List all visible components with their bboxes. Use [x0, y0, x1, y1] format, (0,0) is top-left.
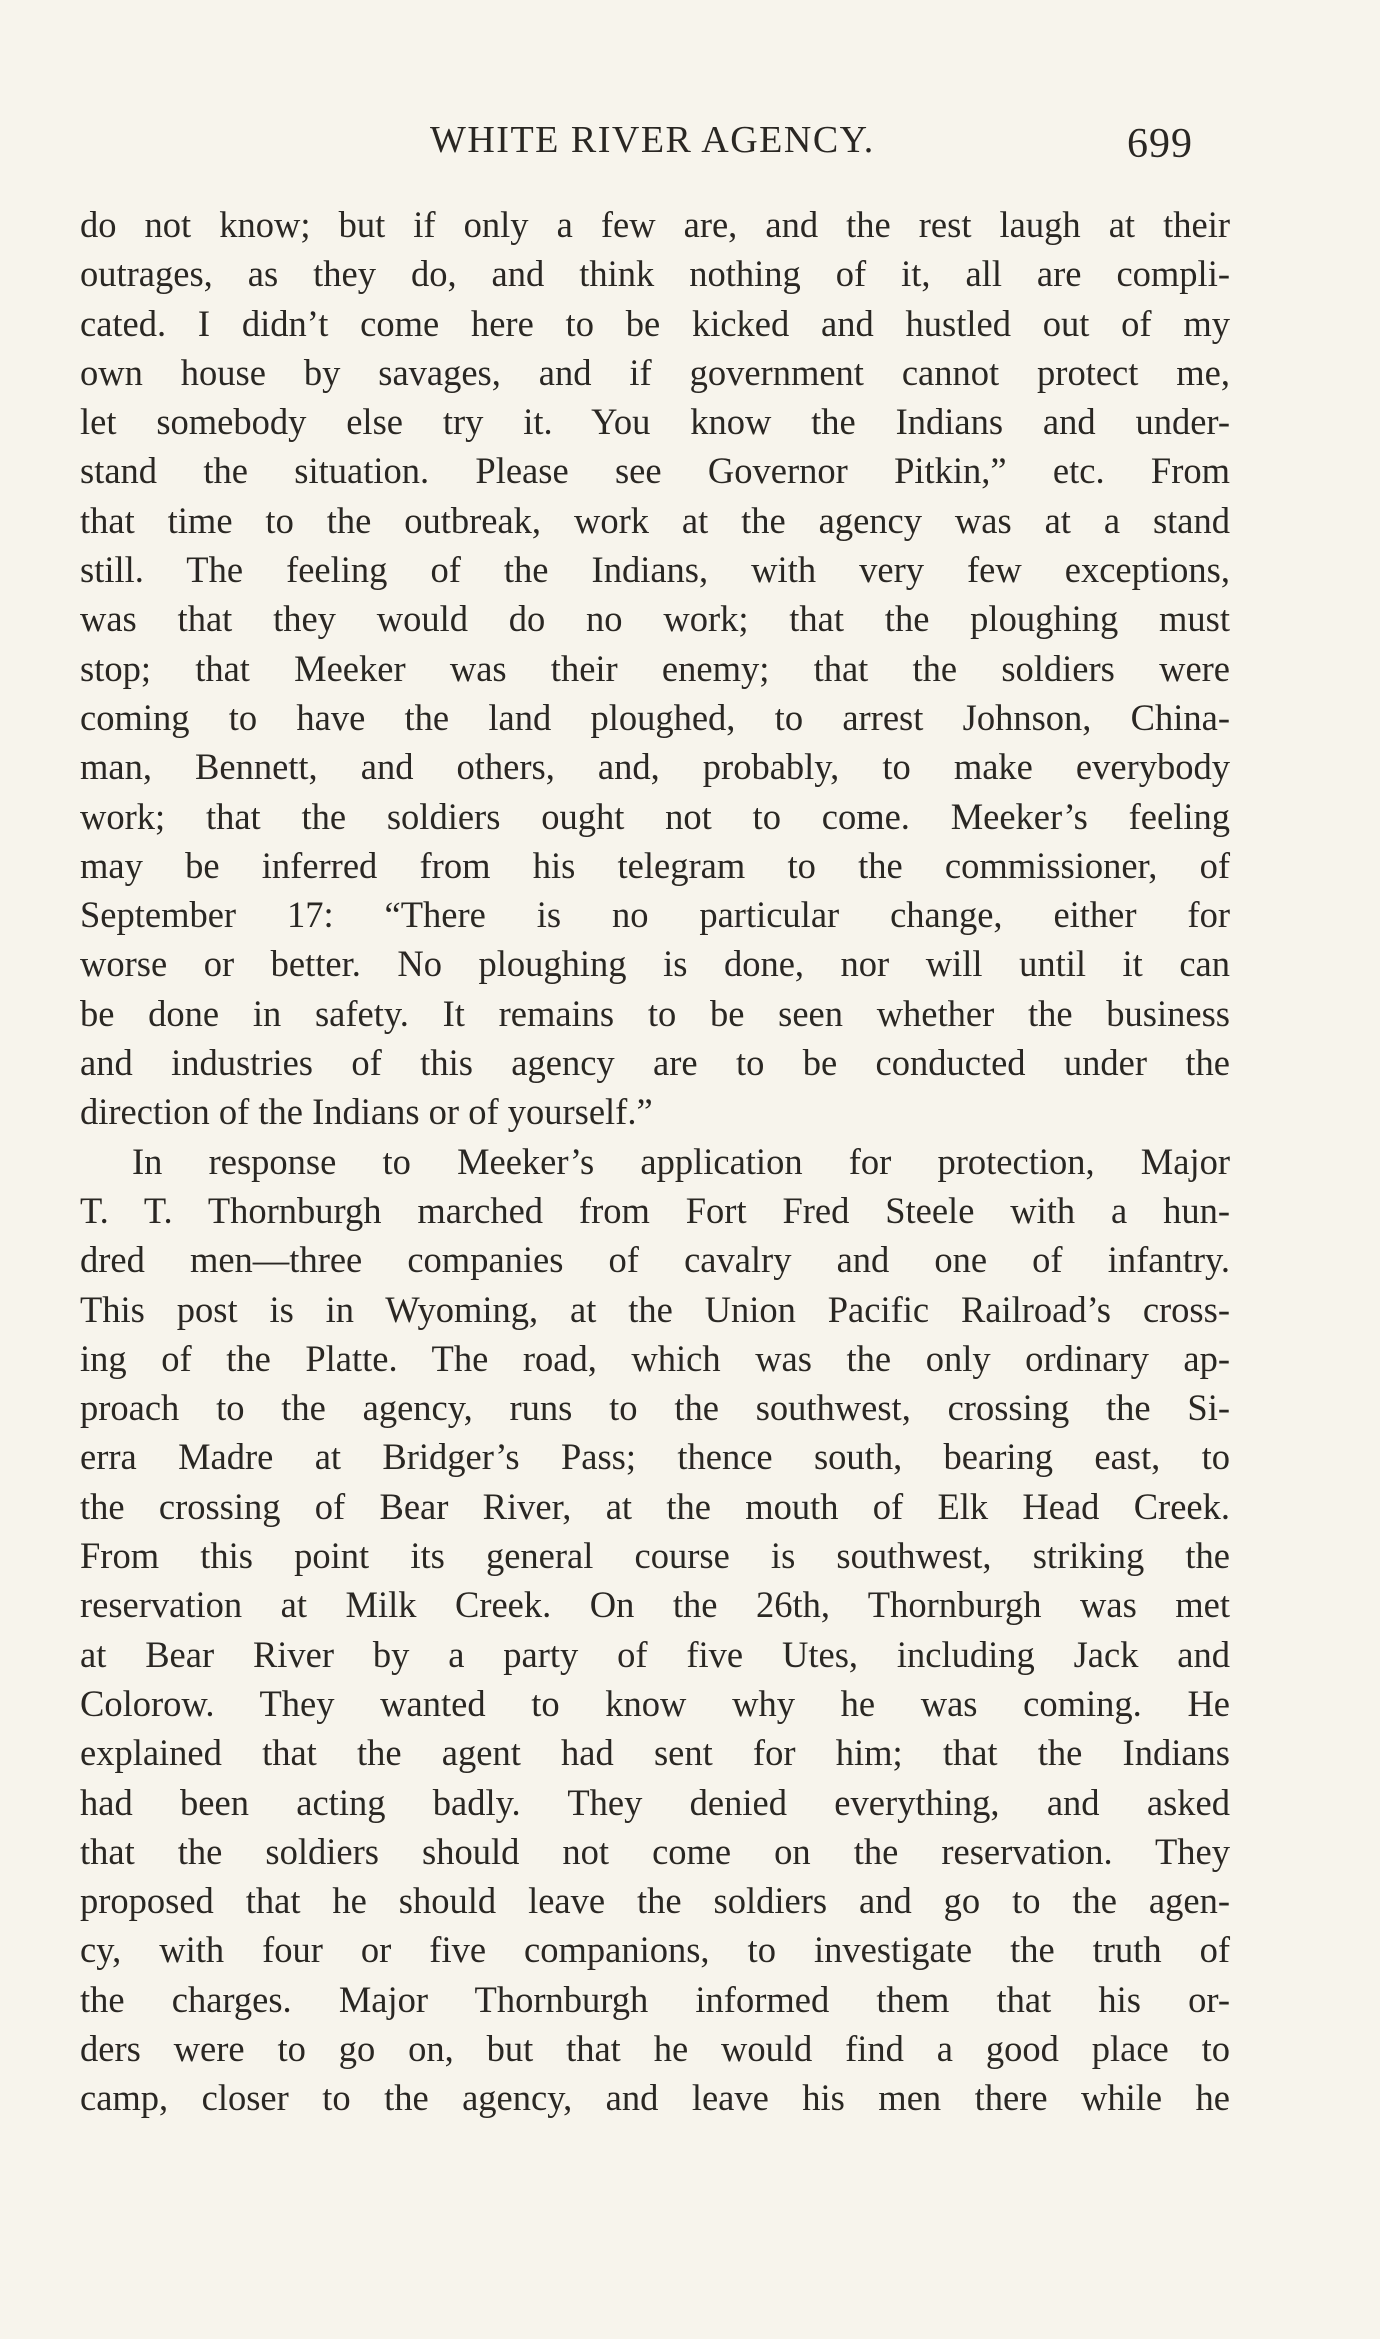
text-line: dred men—three companies of cavalry and one of infantry. [80, 1239, 1230, 1281]
text-line: September 17: “There is no particular change, either for [80, 894, 1230, 936]
running-title: WHITE RIVER AGENCY. [430, 119, 875, 161]
text-line: stop; that Meeker was their enemy; that the soldiers were [80, 647, 1230, 689]
page-number: 699 [1127, 121, 1193, 167]
text-line: explained that the agent had sent for him; that the Indians [80, 1732, 1230, 1774]
text-line: stand the situation. Please see Governor Pitkin,” etc. From [80, 450, 1230, 492]
text-line: proposed that he should leave the soldiers and go to the agen- [80, 1880, 1230, 1922]
text-line: erra Madre at Bridger’s Pass; thence south, bearing east, to [80, 1436, 1230, 1478]
text-line: may be inferred from his telegram to the commissioner, of [80, 844, 1230, 886]
text-line: cated. I didn’t come here to be kicked and hustled out of my [80, 302, 1230, 344]
paragraph-end-line: direction of the Indians or of yourself.” [80, 1091, 653, 1133]
text-line: do not know; but if only a few are, and the rest laugh at their [80, 204, 1230, 245]
text-line: worse or better. No ploughing is done, nor will until it can [80, 943, 1230, 985]
text-line: ing of the Platte. The road, which was the only ordinary ap- [80, 1337, 1230, 1379]
text-line: that time to the outbreak, work at the agency was at a stand [80, 499, 1230, 541]
text-line: ders were to go on, but that he would find a good place to [80, 2027, 1230, 2069]
text-line: the crossing of Bear River, at the mouth of Elk Head Creek. [80, 1485, 1230, 1527]
text-line: work; that the soldiers ought not to come. Meeker’s feeling [80, 795, 1230, 837]
body-text [80, 200, 1230, 2123]
running-head [0, 118, 1380, 168]
text-line: This post is in Wyoming, at the Union Pacific Railroad’s cross- [80, 1288, 1230, 1330]
text-line: man, Bennett, and others, and, probably, to make everybody [80, 746, 1230, 788]
paragraph-start-line: In response to Meeker’s application for protection, Major [132, 1140, 1230, 1182]
text-line: that the soldiers should not come on the reservation. They [80, 1830, 1230, 1872]
text-line: had been acting badly. They denied everything, and asked [80, 1781, 1230, 1823]
text-line: let somebody else try it. You know the Indians and under- [80, 401, 1230, 443]
text-line: still. The feeling of the Indians, with very few exceptions, [80, 549, 1230, 591]
text-line: T. T. Thornburgh marched from Fort Fred Steele with a hun- [80, 1189, 1230, 1231]
text-line: at Bear River by a party of five Utes, including Jack and [80, 1633, 1230, 1675]
text-line: camp, closer to the agency, and leave his men there while he [80, 2077, 1230, 2119]
text-line: Colorow. They wanted to know why he was coming. He [80, 1682, 1230, 1724]
text-line: be done in safety. It remains to be seen whether the business [80, 992, 1230, 1034]
text-line: cy, with four or five companions, to investigate the truth of [80, 1929, 1230, 1971]
text-line: coming to have the land ploughed, to arrest Johnson, China- [80, 696, 1230, 738]
text-line: and industries of this agency are to be conducted under the [80, 1042, 1230, 1084]
text-line: reservation at Milk Creek. On the 26th, Thornburgh was met [80, 1584, 1230, 1626]
text-line: outrages, as they do, and think nothing of it, all are compli- [80, 253, 1230, 295]
text-line: own house by savages, and if government cannot protect me, [80, 351, 1230, 393]
text-line: the charges. Major Thornburgh informed them that his or- [80, 1978, 1230, 2020]
text-line: proach to the agency, runs to the southwest, crossing the Si- [80, 1387, 1230, 1429]
text-line: was that they would do no work; that the ploughing must [80, 598, 1230, 640]
text-line: From this point its general course is southwest, striking the [80, 1535, 1230, 1577]
